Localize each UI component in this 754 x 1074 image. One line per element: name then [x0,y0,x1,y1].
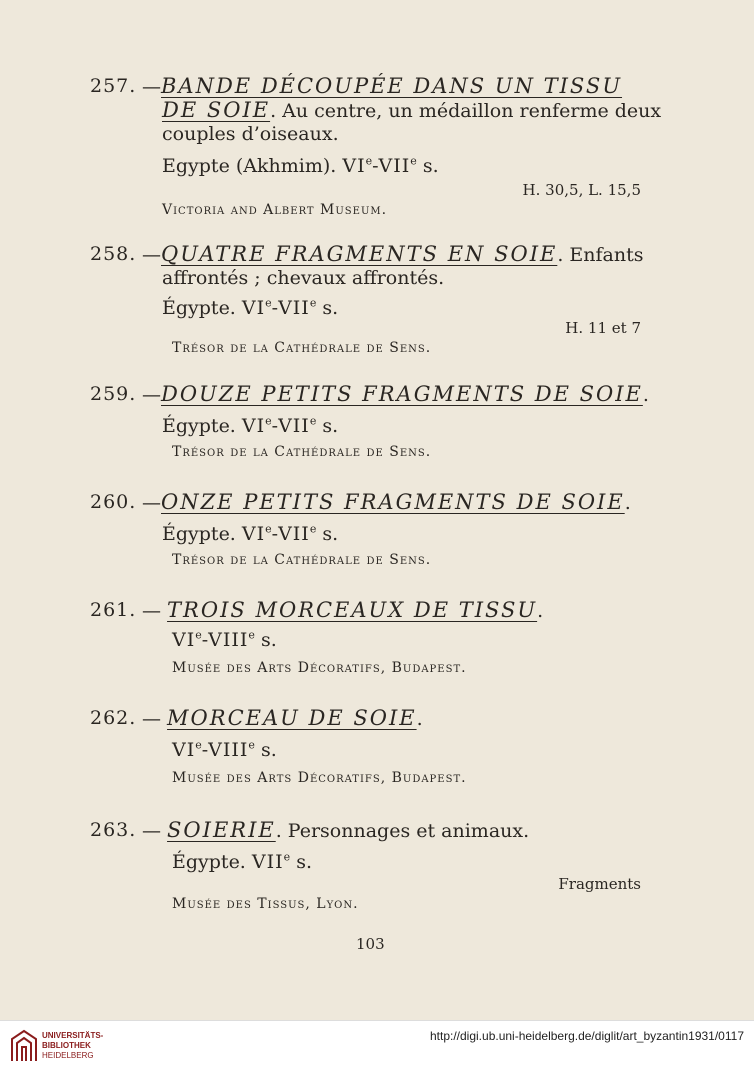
entry-measurements: H. 30,5, L. 15,5 [522,181,641,199]
entry-origin-line: Égypte. VIe-VIIe s. [162,414,339,437]
entry-origin-line: Égypte. VIe-VIIe s. [162,296,339,319]
viewer-footer [0,1020,754,1074]
entry-origin-line: VIe-VIIIe s. [172,738,277,761]
entry-description-continued: affrontés ; chevaux affrontés. [162,267,445,289]
entry-title: BANDE DÉCOUPÉE DANS UN TISSU [161,74,623,98]
page-number: 103 [356,935,385,953]
entry-title: QUATRE FRAGMENTS EN SOIE [161,242,558,266]
entry-dash: — [142,600,161,622]
entry-number: 259. [90,383,137,405]
entry-description-continued: couples d’oiseaux. [162,123,339,145]
entry-collection: Trésor de la Cathédrale de Sens. [172,340,432,356]
entry-measurements: H. 11 et 7 [565,319,641,337]
entry-title: MORCEAU DE SOIE [167,706,417,730]
entry-collection: Trésor de la Cathédrale de Sens. [172,444,432,460]
entry-title: TROIS MORCEAUX DE TISSU [167,598,538,622]
entry-dash: — [142,708,161,730]
entry-description: . Enfants [557,244,644,266]
entry-origin-line: Égypte. VIIe s. [172,850,312,873]
entry-title: DOUZE PETITS FRAGMENTS DE SOIE [161,382,643,406]
entry-origin-line: Egypte (Akhmim). VIe-VIIe s. [162,154,439,177]
entry-dash: — [142,820,161,842]
permalink-url[interactable]: http://digi.ub.uni-heidelberg.de/diglit/art_byzantin1931/0117 [429,1029,744,1043]
entry-description: . Personnages et animaux. [275,820,530,842]
entry-description: . Au centre, un médaillon renferme deux [270,100,662,122]
entry-collection: Musée des Arts Décoratifs, Budapest. [172,770,467,786]
entry-collection: Musée des Arts Décoratifs, Budapest. [172,660,467,676]
library-logo-icon [10,1029,38,1063]
entry-title: SOIERIE [167,818,276,842]
entry-number: 258. [90,243,137,265]
entry-number: 263. [90,819,137,841]
entry-collection: Victoria and Albert Museum. [162,202,388,218]
entry-dash: — [142,492,161,514]
entry-number: 261. [90,599,137,621]
entry-collection: Musée des Tissus, Lyon. [172,896,359,912]
document-page: 257. —BANDE DÉCOUPÉE DANS UN TISSU DE SOIE. Au centre, un médaillon renferme deux couples d’oiseaux. Egypte (Akhmim). VIe-VIIe s. H. 30,5, L. 15,5 Victoria and Albert Museum. 258. —QUATRE FRAGMENTS EN SOIE. Enfants affrontés ; chevaux affrontés. Égypte. VIe-VIIe s. H. 11 et 7 Trésor de la Cathédrale de Sens. 259. —DOUZE PETITS FRAGMENTS DE SOIE. Égypte. VIe-VIIe s. Trésor de la Cathédrale de Sens. 260. —ONZE PETITS FRAGMENTS DE SOIE. Égypte. VIe-VIIe s. Trésor de la Cathédrale de Sens. 261. — TROIS MORCEAUX DE TISSU. VIe-VIIIe s. Musée des Arts Décoratifs, Budapest. 262. — MORCEAU DE SOIE. VIe-VIIIe s. Musée des Arts Décoratifs, Budapest. 263. — SOIERIE. Personnages et animaux. Égypte. VIIe s. Fragments Musée des Tissus, Lyon. 103 [0,0,754,1020]
entry-number: 260. [90,491,137,513]
entry-title-continued: DE SOIE [162,98,271,122]
entry-number: 262. [90,707,137,729]
entry-origin-line: Égypte. VIe-VIIe s. [162,522,339,545]
entry-collection: Trésor de la Cathédrale de Sens. [172,552,432,568]
entry-title: ONZE PETITS FRAGMENTS DE SOIE [161,490,625,514]
entry-dash: — [142,76,161,98]
entry-dash: — [142,384,161,406]
entry-measurements: Fragments [558,875,641,893]
entry-number: 257. [90,75,137,97]
library-name: UNIVERSITÄTS- BIBLIOTHEK HEIDELBERG [42,1031,104,1060]
entry-origin-line: VIe-VIIIe s. [172,628,277,651]
entry-dash: — [142,244,161,266]
